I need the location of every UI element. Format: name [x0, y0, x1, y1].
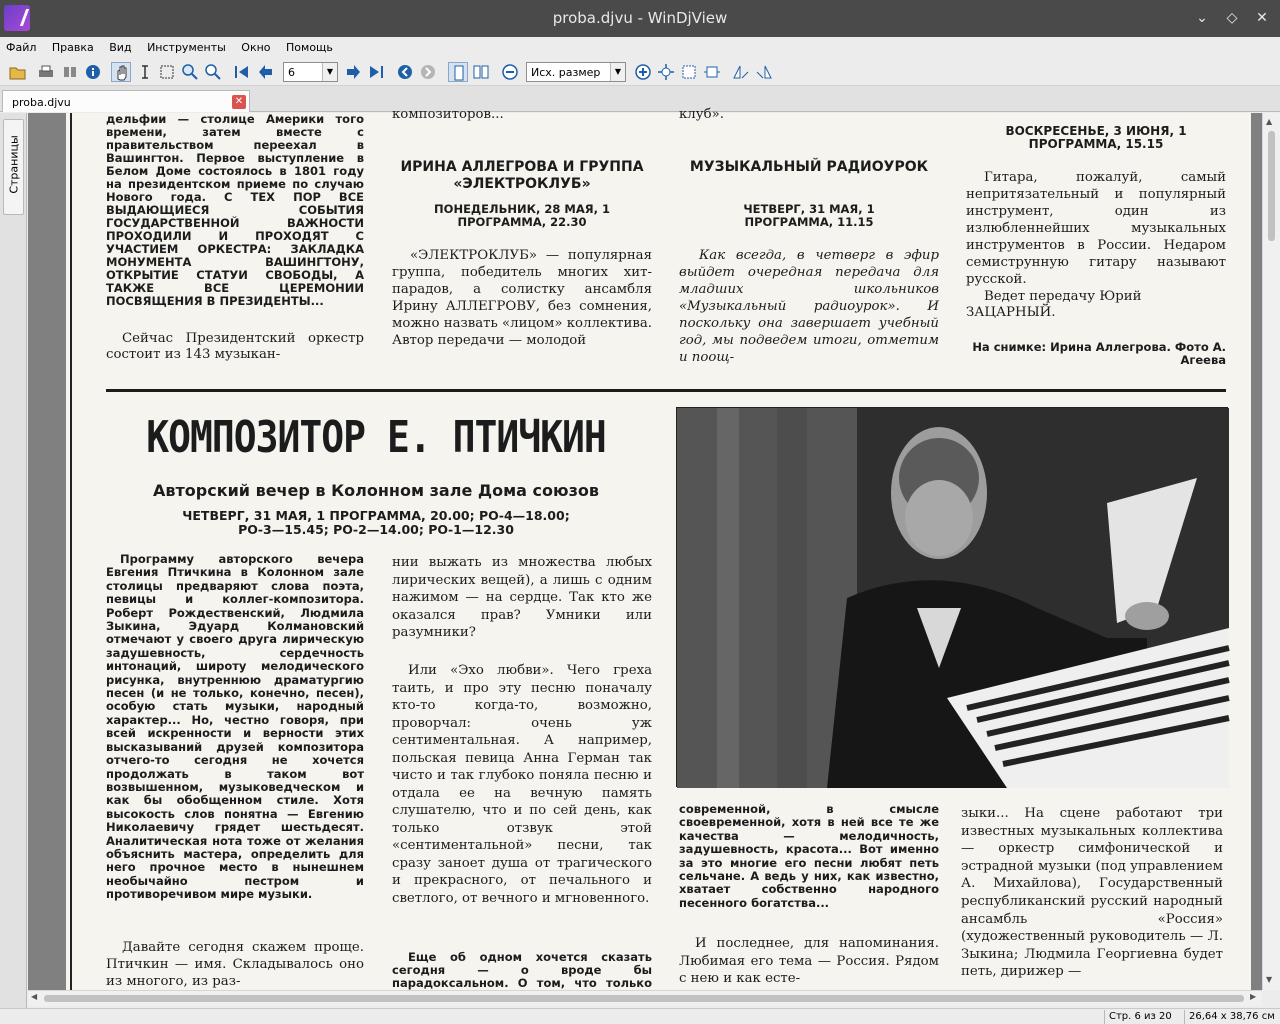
- chevron-down-icon[interactable]: ▼: [322, 63, 337, 81]
- side-panel: [0, 113, 27, 1010]
- col2-heading: ИРИНА АЛЛЕГРОВА И ГРУППА «ЭЛЕКТРОКЛУБ»: [400, 159, 644, 192]
- zoom-rect-icon[interactable]: [180, 62, 200, 82]
- horizontal-scroll-thumb[interactable]: [44, 995, 1244, 1002]
- window-title: proba.djvu - WinDjView: [552, 9, 728, 27]
- page-number-value: 6: [288, 66, 295, 79]
- col1-para2: Сейчас Президентский оркестр состоит из 143 музыкан-: [106, 331, 364, 362]
- block2-para1: нии выжать из множества любых лирических вещей), а лишь с одним нажимом — на сердце. Так кто же оказался прав? Умники или разумники?: [392, 555, 652, 640]
- rotate-right-icon[interactable]: [754, 62, 774, 82]
- document-viewport[interactable]: [28, 107, 1262, 990]
- facing-pages-icon[interactable]: [471, 62, 491, 82]
- section-divider: [106, 389, 1226, 392]
- col3-schedule: ЧЕТВЕРГ, 31 МАЯ, 1 ПРОГРАММА, 11.15: [743, 202, 875, 229]
- document-tab-label: proba.djvu: [12, 96, 71, 109]
- chevron-down-icon[interactable]: ▼: [610, 63, 625, 81]
- zoom-value: Исх. размер: [531, 66, 601, 79]
- menu-window[interactable]: Окно: [241, 41, 271, 54]
- block2-para3: Еще об одном хочется сказать сегодня — о вроде бы парадоксальном. О том, что только: [392, 950, 652, 990]
- back-icon[interactable]: [395, 62, 415, 82]
- info-icon[interactable]: [83, 62, 103, 82]
- actual-size-icon[interactable]: [702, 62, 722, 82]
- col3-body: Как всегда, в четверг в эфир выйдет очередная передача для младших школьников «Музыкальный радиоурок». И поскольку она завершает учебный год, мы подведем итоги, отметим и поощ-: [679, 248, 939, 365]
- col4-host: Ведет передачу Юрий ЗАЦАРНЫЙ.: [966, 289, 1142, 320]
- title-bar: [0, 0, 1280, 37]
- find-icon[interactable]: [60, 62, 80, 82]
- block1-para2: Давайте сегодня скажем проще. Птичкин — имя. Складывалось оно из многого, из раз-: [106, 940, 364, 989]
- article-subheadline: Авторский вечер в Колонном зале Дома союзов: [153, 481, 599, 500]
- horizontal-scrollbar[interactable]: [28, 990, 1262, 1006]
- page-border-line: [70, 113, 72, 990]
- block4-para1: зыки... На сцене работают три известных музыкальных коллектива — оркестр симфонической и эстрадной музыки (под управлением А. Михайлова), Государственный республиканский русский народный ансамбль «Россия» (художественный руководитель — Л. Зыкина; Людмила Георгиевна будет петь, дирижер —: [961, 806, 1223, 980]
- col4-body: Гитара, пожалуй, самый непритязательный и популярный инструмент, один из излюбленнейших музыкальных инструментов в России. Недаром семиструнную гитару называют русской.: [966, 170, 1226, 287]
- print-icon[interactable]: [36, 62, 56, 82]
- tab-close-icon[interactable]: ✕: [232, 95, 246, 109]
- first-page-icon[interactable]: [232, 62, 252, 82]
- scroll-down-icon[interactable]: ▼: [1266, 975, 1273, 984]
- single-page-icon[interactable]: [448, 62, 468, 82]
- col3-cut-text: клуб».: [679, 107, 724, 122]
- pages-panel-tab[interactable]: [3, 119, 24, 215]
- minimize-icon[interactable]: ⌄: [1196, 10, 1208, 26]
- block3-para2: И последнее, для напоминания. Любимая его тема — Россия. Рядом с нею и как есте-: [679, 936, 939, 986]
- col2-cut-text: композиторов...: [392, 107, 504, 122]
- status-page-info: Стр. 6 из 20: [1104, 1010, 1184, 1024]
- col3-heading: МУЗЫКАЛЬНЫЙ РАДИОУРОК: [689, 159, 929, 175]
- open-icon[interactable]: [8, 62, 28, 82]
- article-schedule: ЧЕТВЕРГ, 31 МАЯ, 1 ПРОГРАММА, 20.00; РО-4—18.00; РО-3—15.45; РО-2—14.00; РО-1—12.30: [182, 508, 570, 537]
- rect-select-icon[interactable]: [157, 62, 177, 82]
- document-tab[interactable]: [2, 90, 250, 112]
- col2-body: «ЭЛЕКТРОКЛУБ» — популярная группа, победитель многих хит-парадов, а солистку ансамбля Ирину АЛЛЕГРОВУ, без сомнения, можно назвать «лицом» коллектива. Автор передачи — молодой: [392, 248, 652, 348]
- block1-para1: Программу авторского вечера Евгения Птичкина в Колонном зале столицы предваряют слова поэта, певицы и коллег-композитора. Роберт Рождественский, Людмила Зыкина, Эдуард Колмановский отмечают у своего друга лирическую задушевность, сердечность интонаций, широту мелодического рисунка, внутреннюю драматургию песен (и не только, конечно, песен), особую стать музыки, народный характер... Но, честно говоря, при всей искренности и верности этих высказываний друзей композитора отчего-то сегодня не хочется продолжать в таком вот возвышенном, музыковедческом и как бы обобщенном стиле. Хотя высокость слов понятна — Евгению Николаевичу грядет шестьдесят. Аналитическая нота тоже от желания объяснить мастера, определить для него прочное место в нынешнем необычайно пестром и противоречивом мире музыки.: [106, 552, 364, 902]
- last-page-icon[interactable]: [366, 62, 386, 82]
- zoom-out-icon[interactable]: [500, 62, 520, 82]
- col2-schedule: ПОНЕДЕЛЬНИК, 28 МАЯ, 1 ПРОГРАММА, 22.30: [434, 202, 610, 229]
- status-bar: [0, 1008, 1280, 1024]
- menu-edit[interactable]: Правка: [51, 41, 94, 54]
- vertical-scroll-thumb[interactable]: [1268, 131, 1275, 241]
- col4-caption: На снимке: Ирина Аллегрова. Фото А. Агеева: [972, 340, 1226, 367]
- menu-view[interactable]: Вид: [109, 41, 132, 54]
- pages-panel-label: Страницы: [7, 135, 21, 194]
- vertical-scrollbar[interactable]: [1262, 113, 1280, 990]
- col1-top-text: дельфии — столице Америки того времени, затем вместе с правительством переехал в Вашингтон. Первое выступление в Белом Доме состоялось в 1801 году на президентском приеме по случаю Нового года. С ТЕХ ПОР ВСЕ ВЫДАЮЩИЕСЯ СОБЫТИЯ ГОСУДАРСТВЕННОЙ ВАЖНОСТИ ПРОХОДИЛИ И ПРОХОДЯТ С УЧАСТИЕМ ОРКЕСТРА: ЗАКЛАДКА МОНУМЕНТА ВАШИНГТОНУ, ОТКРЫТИЕ СТАТУИ СВОБОДЫ, А ТАКЖЕ ВСЕ ЦЕРЕМОНИИ ПОСВЯЩЕНИЯ В ПРЕЗИДЕНТЫ...: [106, 112, 364, 308]
- fit-page-icon[interactable]: [656, 62, 676, 82]
- forward-icon[interactable]: [418, 62, 438, 82]
- toolbar: [0, 59, 1280, 86]
- djvu-page: [66, 107, 1251, 990]
- block3-para1: современной, в смысле своевременной, хотя в ней все те же качества — мелодичность, задушевность, красота... Вот именно за это многие его песни любят петь сельчане. А ведь у них, как известно, хватает собственно народного песенного богатства...: [679, 802, 939, 910]
- next-page-icon[interactable]: [343, 62, 363, 82]
- prev-page-icon[interactable]: [256, 62, 276, 82]
- fit-width-icon[interactable]: [679, 62, 699, 82]
- menu-tools[interactable]: Инструменты: [147, 41, 226, 54]
- maximize-icon[interactable]: ◇: [1226, 10, 1238, 26]
- col4-schedule: ВОСКРЕСЕНЬЕ, 3 ИЮНЯ, 1 ПРОГРАММА, 15.15: [1005, 124, 1187, 151]
- menu-bar: [0, 37, 1280, 59]
- composer-photo: [676, 407, 1228, 787]
- hand-tool-icon[interactable]: [111, 62, 131, 82]
- menu-help[interactable]: Помощь: [286, 41, 333, 54]
- zoom-in-icon[interactable]: [633, 62, 653, 82]
- scroll-right-icon[interactable]: ▶: [1250, 992, 1257, 1001]
- page-number-combo[interactable]: [283, 62, 338, 82]
- zoom-combo[interactable]: [526, 62, 626, 82]
- scroll-left-icon[interactable]: ◀: [31, 992, 38, 1001]
- scroll-up-icon[interactable]: ▲: [1266, 117, 1273, 126]
- status-size-info: 26,64 x 38,76 см: [1184, 1010, 1280, 1024]
- block2-para2: Или «Эхо любви». Чего греха таить, и про эту песню поначалу кто-то когда-то, возможно, проворчал: очень уж сентиментальная. А например, польская певица Анна Герман так чисто и так глубоко поняла песню и отдала ее на вечную память слушателю, что и по сей день, как только отзвук этой «сентиментальной» песни, так сразу заноет душа от трагического и прекрасного, от печального и светлого, от вечного и мгновенного.: [392, 663, 652, 906]
- magnifier-icon[interactable]: [203, 62, 223, 82]
- article-headline: КОМПОЗИТОР Е. ПТИЧКИН: [146, 411, 606, 463]
- rotate-left-icon[interactable]: [731, 62, 751, 82]
- text-select-icon[interactable]: [135, 62, 155, 82]
- menu-file[interactable]: Файл: [6, 41, 37, 54]
- close-icon[interactable]: ✕: [1256, 10, 1268, 26]
